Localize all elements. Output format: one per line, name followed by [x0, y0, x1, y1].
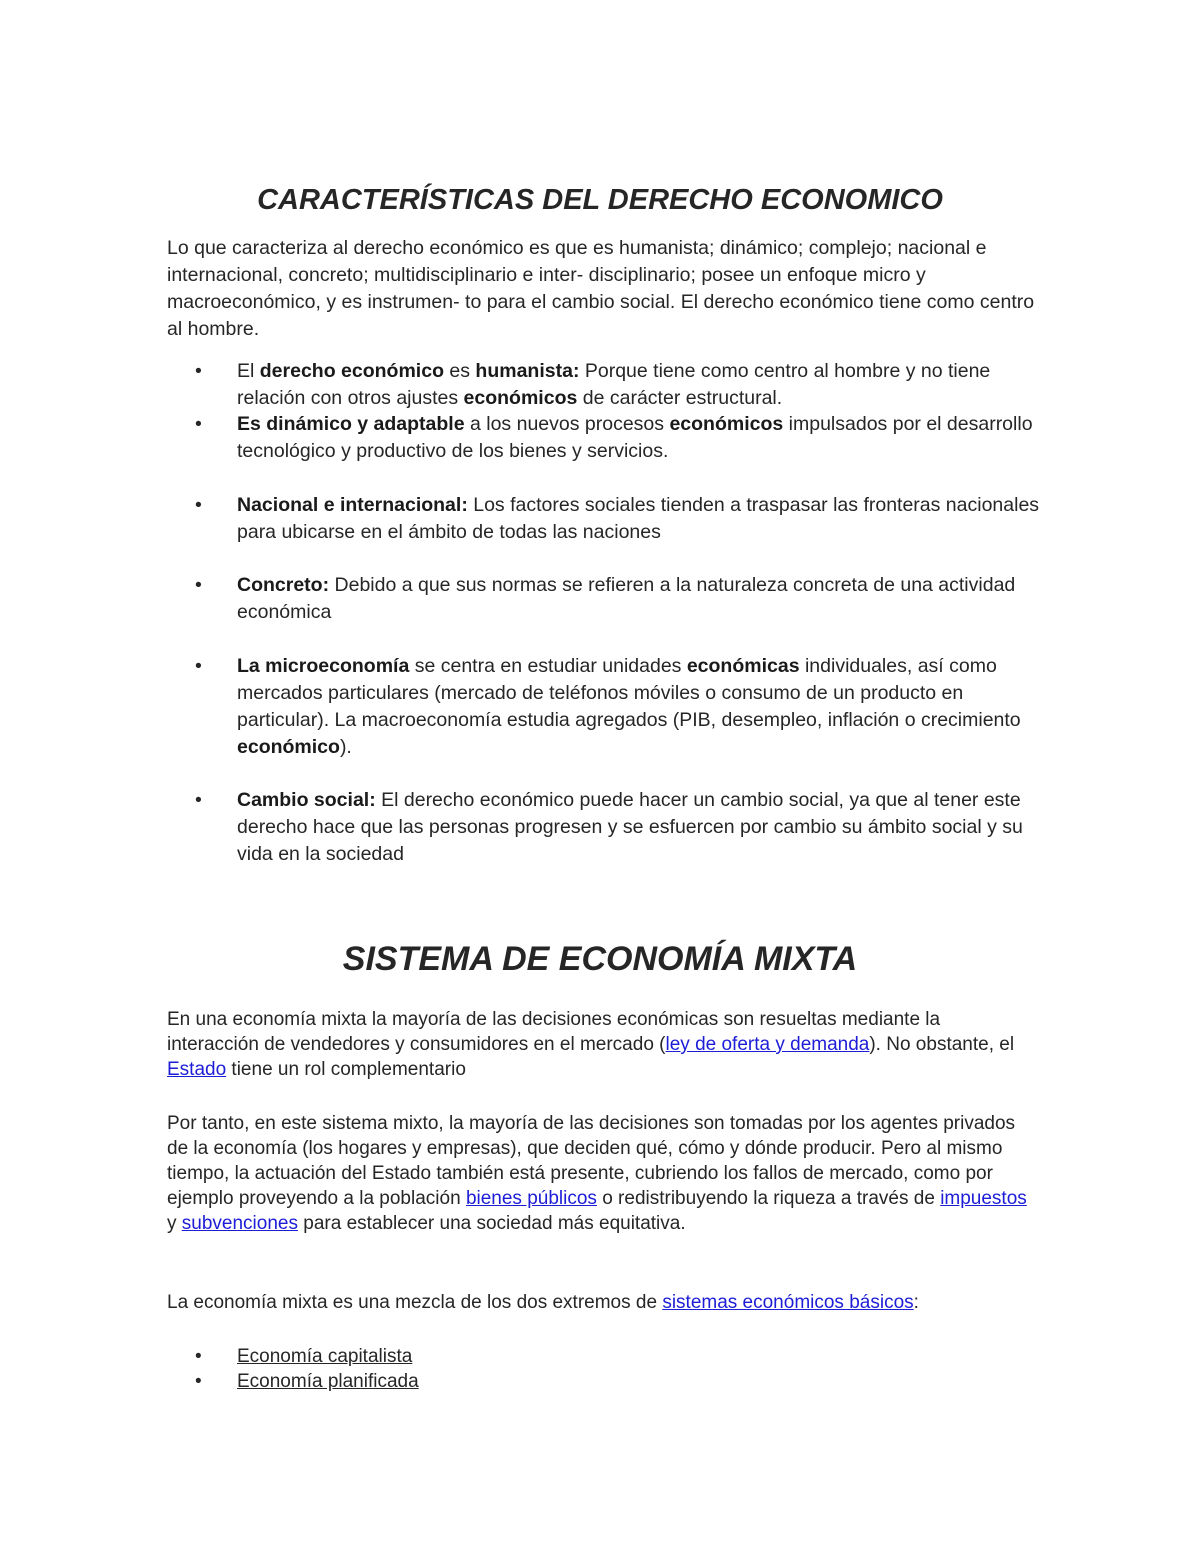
link-bienes-publicos[interactable]: bienes públicos [465, 1188, 597, 1209]
list-item-text: Concreto: Debido a que sus normas se refieren a la naturaleza concreta de una actividad económica [237, 574, 1016, 623]
link-estado[interactable]: Estado [167, 1059, 227, 1080]
bullet-icon: • [195, 1346, 202, 1367]
bullet-icon: • [195, 574, 202, 596]
section-title-caracteristicas: CARACTERÍSTICAS DEL DERECHO ECONOMICO [257, 184, 943, 216]
list-item-nacional [195, 492, 1045, 546]
link-sistemas-economicos[interactable]: sistemas económicos básicos [662, 1292, 914, 1313]
bullet-icon: • [195, 360, 202, 382]
list-item-planificada [195, 1369, 1045, 1394]
bullet-icon: • [195, 1371, 202, 1392]
intro-paragraph: Lo que caracteriza al derecho económico es que es humanista; dinámico; complejo; nacional e internacional, concreto; multidisciplinario e inter- disciplinario; posee un enfoque micro y macroeconómico, y es instrumen- to para el cambio social. El derecho económico tiene como centro al hombre. [167, 237, 1035, 340]
bullet-icon: • [195, 789, 202, 811]
link-ley-oferta-demanda[interactable]: ley de oferta y demanda [665, 1034, 870, 1055]
list-item-text: La microeconomía se centra en estudiar unidades económicas individuales, así como mercados particulares (mercado de teléfonos móviles o consumo de un producto en particular). La macroeconomía estudia agregados (PIB, desempleo, inflación o crecimiento económico). [237, 655, 1021, 758]
section-title-economia-mixta: SISTEMA DE ECONOMÍA MIXTA [342, 940, 858, 978]
paragraph-economia-mixta: En una economía mixta la mayoría de las decisiones económicas son resueltas mediante la interacción de vendedores y consumidores en el mercado (ley de oferta y demanda). No obstante, el Estado tiene un rol complementario [167, 1009, 1015, 1080]
list-item-capitalista [195, 1344, 1045, 1369]
bullet-icon: • [195, 655, 202, 677]
list-item-humanista [195, 358, 1045, 412]
link-subvenciones[interactable]: subvenciones [181, 1213, 298, 1234]
list-item-cambio-social [195, 787, 1045, 868]
list-item-microeconomia [195, 653, 1045, 761]
list-item-text: Nacional e internacional: Los factores sociales tienden a traspasar las fronteras nacionales para ubicarse en el ámbito de todas las naciones [237, 494, 1040, 543]
link-economia-capitalista[interactable]: Economía capitalista [237, 1346, 413, 1367]
list-item-concreto [195, 572, 1045, 626]
list-item-text: Cambio social: El derecho económico puede hacer un cambio social, ya que al tener este derecho hace que las personas progresen y se esfuercen por cambio su ámbito social y su vida en la sociedad [237, 789, 1023, 865]
bullet-icon: • [195, 494, 202, 516]
bullet-icon: • [195, 413, 202, 435]
list-item-dinamico [195, 411, 1045, 465]
paragraph-mezcla: La economía mixta es una mezcla de los dos extremos de sistemas económicos básicos: [167, 1292, 919, 1313]
link-impuestos[interactable]: impuestos [940, 1188, 1027, 1209]
list-item-text: Es dinámico y adaptable a los nuevos procesos económicos impulsados por el desarrollo tecnológico y productivo de los bienes y servicios. [237, 413, 1033, 462]
paragraph-sistema-mixto: Por tanto, en este sistema mixto, la mayoría de las decisiones son tomadas por los agentes privados de la economía (los hogares y empresas), que deciden qué, cómo y dónde producir. Pero al mismo tiempo, la actuación del Estado también está presente, cubriendo los fallos de mercado, como por ejemplo proveyendo a la población bienes públicos o redistribuyendo la riqueza a través de impuestos y subvenciones para establecer una sociedad más equitativa. [167, 1113, 1027, 1234]
link-economia-planificada[interactable]: Economía planificada [237, 1371, 419, 1392]
list-item-text: El derecho económico es humanista: Porque tiene como centro al hombre y no tiene relación con otros ajustes económicos de carácter estructural. [237, 360, 991, 409]
